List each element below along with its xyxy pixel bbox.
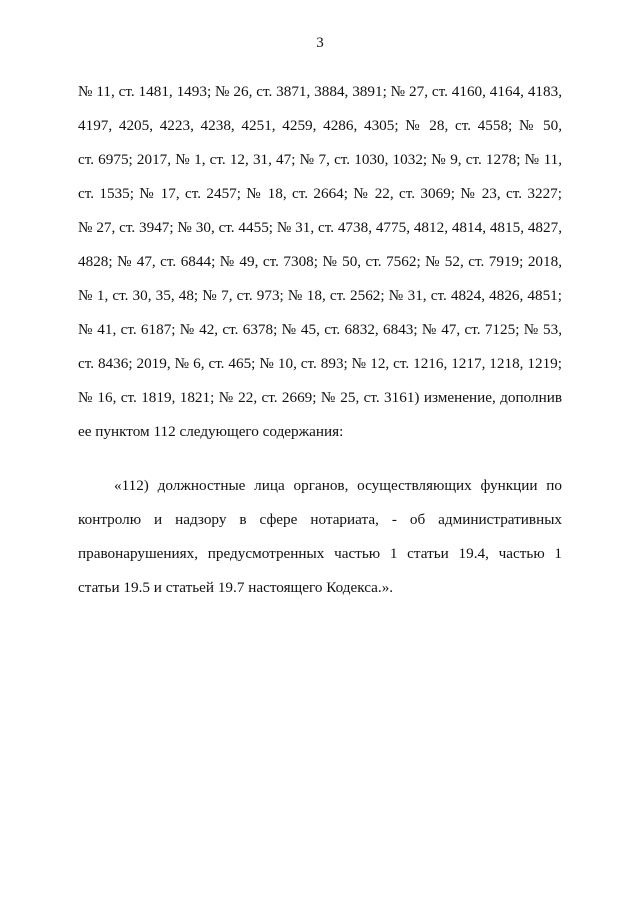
document-body: [78, 78, 562, 608]
text-line: № 16, ст. 1819, 1821; № 22, ст. 2669; № 25, ст. 3161) изменение, дополнив: [78, 389, 562, 406]
text-line: ст. 8436; 2019, № 6, ст. 465; № 10, ст. 893; № 12, ст. 1216, 1217, 1218, 1219;: [78, 355, 562, 372]
text-line: ст. 1535; № 17, ст. 2457; № 18, ст. 2664; № 22, ст. 3069; № 23, ст. 3227;: [78, 185, 562, 202]
text-line: контролю и надзору в сфере нотариата, - об административных: [78, 511, 562, 528]
paragraph-spacer: [78, 452, 562, 472]
text-line: № 41, ст. 6187; № 42, ст. 6378; № 45, ст. 6832, 6843; № 47, ст. 7125; № 53,: [78, 321, 562, 338]
text-line: ст. 6975; 2017, № 1, ст. 12, 31, 47; № 7, ст. 1030, 1032; № 9, ст. 1278; № 11,: [78, 151, 562, 168]
text-line: № 27, ст. 3947; № 30, ст. 4455; № 31, ст. 4738, 4775, 4812, 4814, 4815, 4827,: [78, 219, 562, 236]
text-line: № 11, ст. 1481, 1493; № 26, ст. 3871, 3884, 3891; № 27, ст. 4160, 4164, 4183,: [78, 83, 562, 100]
text-line: ее пунктом 112 следующего содержания:: [78, 423, 344, 440]
text-line: 4828; № 47, ст. 6844; № 49, ст. 7308; № 50, ст. 7562; № 52, ст. 7919; 2018,: [78, 253, 562, 270]
text-line: правонарушениях, предусмотренных частью 1 статьи 19.4, частью 1: [78, 545, 562, 562]
page-number: 3: [316, 35, 324, 51]
text-line: 4197, 4205, 4223, 4238, 4251, 4259, 4286, 4305; № 28, ст. 4558; № 50,: [78, 117, 562, 134]
text-line: «112) должностные лица органов, осуществляющих функции по: [114, 477, 562, 494]
text-line: статьи 19.5 и статьей 19.7 настоящего Кодекса.».: [78, 579, 394, 596]
paragraph-references: [78, 78, 562, 452]
text-line: № 1, ст. 30, 35, 48; № 7, ст. 973; № 18, ст. 2562; № 31, ст. 4824, 4826, 4851;: [78, 287, 562, 304]
paragraph-amendment: [78, 472, 562, 608]
